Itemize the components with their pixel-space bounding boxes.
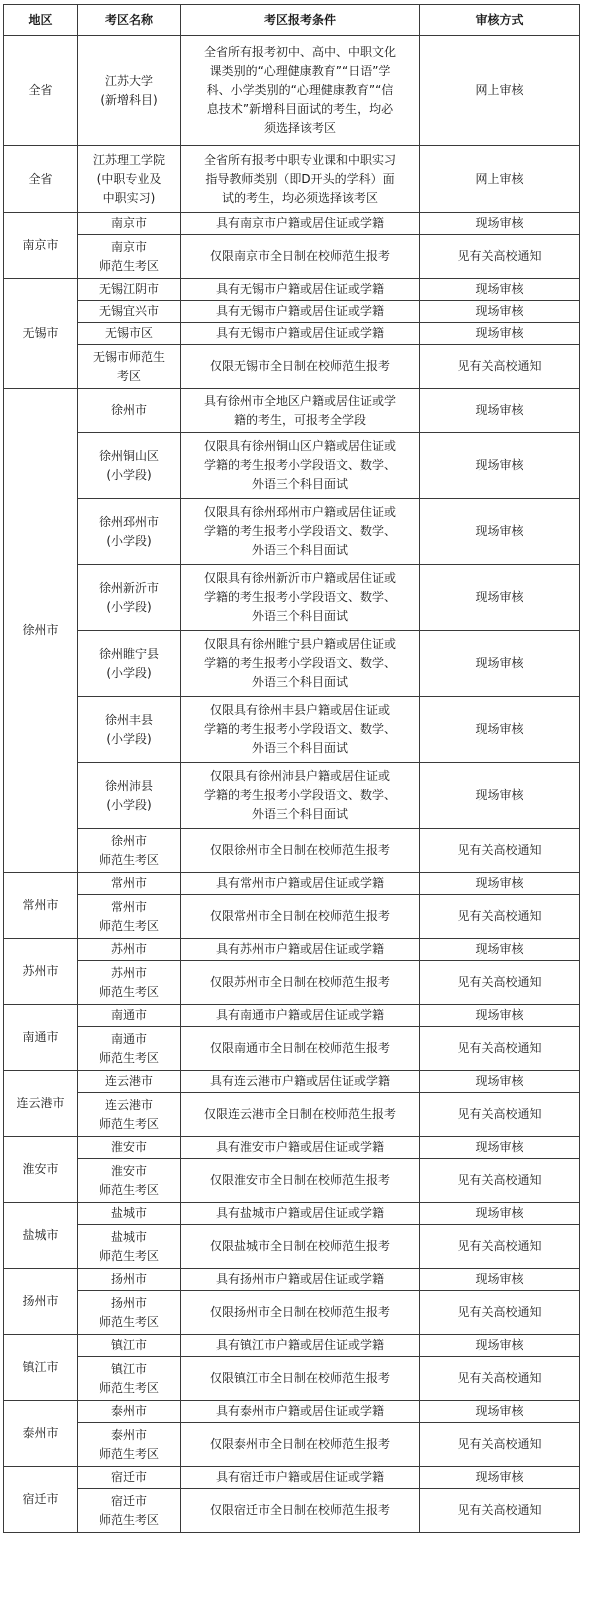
area-name-cell-line: 徐州市	[110, 403, 147, 417]
review-method-cell: 见有关高校通知	[420, 895, 580, 939]
table-row	[4, 1357, 580, 1401]
table-row	[4, 301, 580, 323]
conditions-cell	[181, 1225, 420, 1269]
conditions-cell	[181, 1159, 420, 1203]
conditions-cell-line: 具有苏州市户籍或居住证或学籍	[215, 942, 384, 956]
area-name-cell	[78, 873, 181, 895]
review-method-cell: 见有关高校通知	[420, 1291, 580, 1335]
conditions-cell-line: 学籍的考生报考小学段语文、数学、	[203, 722, 396, 736]
conditions-cell	[181, 961, 420, 1005]
region-cell: 南京市	[4, 213, 78, 279]
area-name-cell	[78, 1093, 181, 1137]
conditions-cell-line: 仅限扬州市全日制在校师范生报考	[209, 1305, 390, 1319]
area-name-cell-line: (小学段)	[106, 599, 152, 614]
area-name-cell-line: 徐州沛县	[104, 778, 153, 793]
review-method-cell: 现场审核	[420, 565, 580, 631]
area-name-cell-line: (小学段)	[106, 665, 152, 680]
area-name-cell	[78, 1159, 181, 1203]
area-name-cell	[78, 1225, 181, 1269]
table-row	[4, 235, 580, 279]
header-region: 地区	[4, 5, 78, 36]
area-name-cell	[78, 1489, 181, 1533]
table-row	[4, 1005, 580, 1027]
review-method-cell: 现场审核	[420, 1467, 580, 1489]
conditions-cell-line: 仅限南通市全日制在校师范生报考	[209, 1041, 390, 1055]
conditions-cell-line: 学籍的考生报考小学段语文、数学、	[203, 590, 396, 604]
review-method-cell: 见有关高校通知	[420, 1027, 580, 1071]
conditions-cell	[181, 939, 420, 961]
conditions-cell-line: 仅限连云港市全日制在校师范生报考	[203, 1107, 396, 1121]
conditions-cell-line: 具有宿迁市户籍或居住证或学籍	[215, 1470, 384, 1484]
review-method-cell: 现场审核	[420, 323, 580, 345]
area-name-cell	[78, 829, 181, 873]
region-cell: 泰州市	[4, 1401, 78, 1467]
conditions-cell	[181, 1005, 420, 1027]
conditions-cell-line: 具有无锡市户籍或居住证或学籍	[215, 326, 384, 340]
area-name-cell	[78, 301, 181, 323]
area-name-cell-line: 师范生考区	[98, 258, 159, 273]
area-name-cell-line: 师范生考区	[98, 1380, 159, 1395]
review-method-cell: 现场审核	[420, 389, 580, 433]
conditions-cell-line: 具有南通市户籍或居住证或学籍	[215, 1008, 384, 1022]
conditions-cell-line: 试的考生，均必须选择该考区	[221, 190, 378, 205]
review-method-cell: 网上审核	[420, 36, 580, 146]
conditions-cell-line: 外语三个科目面试	[251, 807, 348, 821]
region-cell: 扬州市	[4, 1269, 78, 1335]
area-name-cell-line: 扬州市	[110, 1272, 147, 1286]
conditions-cell-line: 全省所有报考中职专业课和中职实习	[203, 152, 396, 167]
header-row	[4, 5, 580, 36]
conditions-cell-line: 仅限具有徐州邳州市户籍或居住证或	[203, 505, 396, 519]
area-name-cell-line: 无锡市师范生	[92, 349, 165, 364]
area-name-cell-line: (小学段)	[106, 797, 152, 812]
review-method-cell: 见有关高校通知	[420, 1225, 580, 1269]
table-row	[4, 1489, 580, 1533]
table-row	[4, 565, 580, 631]
region-cell: 宿迁市	[4, 1467, 78, 1533]
area-name-cell	[78, 389, 181, 433]
area-name-cell-line: 无锡江阴市	[98, 282, 159, 296]
conditions-cell-line: 外语三个科目面试	[251, 609, 348, 623]
area-name-cell-line: (新增科目)	[100, 92, 158, 107]
area-name-cell	[78, 235, 181, 279]
conditions-cell-line: 具有盐城市户籍或居住证或学籍	[215, 1206, 384, 1220]
conditions-cell	[181, 146, 420, 213]
area-name-cell-line: 连云港市	[104, 1097, 153, 1112]
conditions-cell-line: 具有泰州市户籍或居住证或学籍	[215, 1404, 384, 1418]
conditions-cell-line: 仅限具有徐州新沂市户籍或居住证或	[203, 571, 396, 585]
conditions-cell-line: 息技术”新增科目面试的考生，均必	[206, 102, 394, 116]
review-method-cell: 现场审核	[420, 873, 580, 895]
conditions-cell	[181, 631, 420, 697]
area-name-cell-line: 苏州市	[110, 942, 147, 956]
area-name-cell	[78, 763, 181, 829]
area-name-cell-line: 连云港市	[104, 1074, 153, 1088]
region-cell: 盐城市	[4, 1203, 78, 1269]
conditions-cell	[181, 1027, 420, 1071]
conditions-cell-line: 具有常州市户籍或居住证或学籍	[215, 876, 384, 890]
conditions-cell-line: 外语三个科目面试	[251, 543, 348, 557]
area-name-cell-line: 南京市	[110, 239, 147, 254]
area-name-cell	[78, 1467, 181, 1489]
conditions-cell	[181, 1093, 420, 1137]
conditions-cell-line: 全省所有报考初中、高中、中职文化	[203, 45, 396, 59]
area-name-cell-line: 南通市	[110, 1008, 147, 1022]
area-name-cell-line: 常州市	[110, 899, 147, 914]
table-row	[4, 1071, 580, 1093]
review-method-cell: 见有关高校通知	[420, 235, 580, 279]
conditions-cell-line: 仅限具有徐州沛县户籍或居住证或	[209, 769, 390, 783]
conditions-cell	[181, 1137, 420, 1159]
area-name-cell-line: 徐州丰县	[104, 712, 153, 727]
conditions-cell-line: 仅限徐州市全日制在校师范生报考	[209, 843, 390, 857]
table-row	[4, 873, 580, 895]
area-name-cell-line: 宿迁市	[110, 1493, 147, 1508]
conditions-cell	[181, 389, 420, 433]
table-row	[4, 763, 580, 829]
review-method-cell: 见有关高校通知	[420, 829, 580, 873]
table-row	[4, 1027, 580, 1071]
review-method-cell: 现场审核	[420, 1137, 580, 1159]
area-name-cell	[78, 1269, 181, 1291]
conditions-cell	[181, 213, 420, 235]
table-row	[4, 1467, 580, 1489]
review-method-cell: 现场审核	[420, 697, 580, 763]
review-method-cell: 见有关高校通知	[420, 345, 580, 389]
area-name-cell	[78, 279, 181, 301]
conditions-cell-line: 仅限常州市全日制在校师范生报考	[209, 909, 390, 923]
area-name-cell	[78, 631, 181, 697]
area-name-cell	[78, 1071, 181, 1093]
table-row	[4, 961, 580, 1005]
area-name-cell	[78, 1335, 181, 1357]
conditions-cell-line: 具有镇江市户籍或居住证或学籍	[215, 1338, 384, 1352]
area-name-cell	[78, 433, 181, 499]
area-name-cell-line: 无锡宜兴市	[98, 304, 159, 318]
table-row	[4, 697, 580, 763]
conditions-cell	[181, 1467, 420, 1489]
area-name-cell-line: 宿迁市	[110, 1470, 147, 1484]
area-name-cell	[78, 1357, 181, 1401]
review-method-cell: 现场审核	[420, 279, 580, 301]
conditions-cell	[181, 1357, 420, 1401]
area-name-cell-line: 南通市	[110, 1031, 147, 1046]
area-name-cell-line: 师范生考区	[98, 984, 159, 999]
conditions-cell-line: 仅限无锡市全日制在校师范生报考	[209, 359, 390, 373]
table-row	[4, 499, 580, 565]
review-method-cell: 见有关高校通知	[420, 1093, 580, 1137]
area-name-cell-line: 徐州市	[110, 833, 147, 848]
area-name-cell-line: 江苏大学	[104, 73, 153, 88]
area-name-cell	[78, 1027, 181, 1071]
conditions-cell	[181, 301, 420, 323]
review-method-cell: 现场审核	[420, 1203, 580, 1225]
area-name-cell	[78, 961, 181, 1005]
area-name-cell	[78, 1137, 181, 1159]
region-cell: 全省	[4, 146, 78, 213]
conditions-cell-line: 仅限盐城市全日制在校师范生报考	[209, 1239, 390, 1253]
area-name-cell	[78, 213, 181, 235]
conditions-cell	[181, 829, 420, 873]
conditions-cell-line: 具有扬州市户籍或居住证或学籍	[215, 1272, 384, 1286]
area-name-cell	[78, 895, 181, 939]
area-name-cell-line: 师范生考区	[98, 1314, 159, 1329]
conditions-cell	[181, 345, 420, 389]
conditions-cell-line: 须选择该考区	[263, 121, 336, 135]
review-method-cell: 现场审核	[420, 213, 580, 235]
table-row	[4, 345, 580, 389]
table-row	[4, 146, 580, 213]
review-method-cell: 现场审核	[420, 1269, 580, 1291]
table-row	[4, 1335, 580, 1357]
area-name-cell-line: 师范生考区	[98, 1512, 159, 1527]
conditions-cell-line: 仅限镇江市全日制在校师范生报考	[209, 1371, 390, 1385]
conditions-cell	[181, 235, 420, 279]
conditions-cell	[181, 1401, 420, 1423]
area-name-cell-line: 师范生考区	[98, 1248, 159, 1263]
area-name-cell-line: 常州市	[110, 876, 147, 890]
review-method-cell: 见有关高校通知	[420, 1489, 580, 1533]
region-cell: 常州市	[4, 873, 78, 939]
review-method-cell: 现场审核	[420, 1335, 580, 1357]
area-name-cell-line: 盐城市	[110, 1206, 147, 1220]
conditions-cell-line: 仅限苏州市全日制在校师范生报考	[209, 975, 390, 989]
conditions-cell	[181, 499, 420, 565]
area-name-cell	[78, 323, 181, 345]
conditions-cell	[181, 36, 420, 146]
region-cell: 淮安市	[4, 1137, 78, 1203]
header-area-name: 考区名称	[78, 5, 181, 36]
area-name-cell	[78, 1005, 181, 1027]
review-method-cell: 现场审核	[420, 1005, 580, 1027]
area-name-cell	[78, 146, 181, 213]
table-row	[4, 433, 580, 499]
region-cell: 南通市	[4, 1005, 78, 1071]
table-row	[4, 1225, 580, 1269]
area-name-cell	[78, 697, 181, 763]
area-name-cell-line: (小学段)	[106, 467, 152, 482]
area-name-cell-line: 泰州市	[110, 1404, 147, 1418]
area-name-cell-line: 徐州铜山区	[98, 448, 159, 463]
table-row	[4, 939, 580, 961]
table-body	[4, 36, 580, 1533]
area-name-cell-line: 师范生考区	[98, 852, 159, 867]
table-row	[4, 279, 580, 301]
region-cell: 无锡市	[4, 279, 78, 389]
conditions-cell-line: 外语三个科目面试	[251, 741, 348, 755]
review-method-cell: 现场审核	[420, 1071, 580, 1093]
table-row	[4, 631, 580, 697]
area-name-cell	[78, 1291, 181, 1335]
area-name-cell	[78, 1423, 181, 1467]
conditions-cell	[181, 1335, 420, 1357]
table-row	[4, 1401, 580, 1423]
conditions-cell-line: 具有南京市户籍或居住证或学籍	[215, 216, 384, 230]
table-row	[4, 1093, 580, 1137]
area-name-cell	[78, 939, 181, 961]
conditions-cell-line: 籍的考生，可报考全学段	[233, 412, 366, 427]
conditions-cell	[181, 1269, 420, 1291]
conditions-cell-line: 外语三个科目面试	[251, 675, 348, 689]
review-method-cell: 现场审核	[420, 301, 580, 323]
area-name-cell	[78, 1203, 181, 1225]
conditions-cell	[181, 1203, 420, 1225]
area-name-cell	[78, 36, 181, 146]
conditions-cell-line: 仅限具有徐州睢宁县户籍或居住证或	[203, 637, 396, 651]
table-row	[4, 1159, 580, 1203]
conditions-cell-line: 指导教师类别（即D开头的学科）面	[205, 171, 395, 186]
conditions-cell-line: 具有连云港市户籍或居住证或学籍	[209, 1074, 390, 1088]
region-cell: 苏州市	[4, 939, 78, 1005]
area-name-cell	[78, 499, 181, 565]
area-name-cell-line: 泰州市	[110, 1427, 147, 1442]
area-name-cell-line: 师范生考区	[98, 918, 159, 933]
area-name-cell-line: (中职专业及	[96, 171, 162, 186]
review-method-cell: 见有关高校通知	[420, 1357, 580, 1401]
area-name-cell-line: 徐州睢宁县	[98, 646, 159, 661]
table-row	[4, 1203, 580, 1225]
review-method-cell: 现场审核	[420, 631, 580, 697]
conditions-cell-line: 具有淮安市户籍或居住证或学籍	[215, 1140, 384, 1154]
area-name-cell-line: 考区	[116, 368, 141, 383]
conditions-cell-line: 仅限具有徐州丰县户籍或居住证或	[209, 703, 390, 717]
table-row	[4, 213, 580, 235]
area-name-cell-line: 镇江市	[110, 1338, 147, 1352]
table-row	[4, 1137, 580, 1159]
table-row	[4, 323, 580, 345]
review-method-cell: 现场审核	[420, 939, 580, 961]
conditions-cell-line: 具有无锡市户籍或居住证或学籍	[215, 304, 384, 318]
review-method-cell: 现场审核	[420, 763, 580, 829]
conditions-cell	[181, 895, 420, 939]
table-row	[4, 1269, 580, 1291]
conditions-cell	[181, 697, 420, 763]
header-conditions: 考区报考条件	[181, 5, 420, 36]
conditions-cell-line: 仅限淮安市全日制在校师范生报考	[209, 1173, 390, 1187]
area-name-cell-line: 南京市	[110, 216, 147, 230]
area-name-cell-line: 师范生考区	[98, 1116, 159, 1131]
region-cell: 徐州市	[4, 389, 78, 873]
area-name-cell-line: 无锡市区	[104, 326, 153, 340]
table-row	[4, 389, 580, 433]
conditions-cell-line: 学籍的考生报考小学段语文、数学、	[203, 524, 396, 538]
area-name-cell-line: 师范生考区	[98, 1050, 159, 1065]
conditions-cell	[181, 1071, 420, 1093]
review-method-cell: 现场审核	[420, 433, 580, 499]
conditions-cell-line: 外语三个科目面试	[251, 477, 348, 491]
area-name-cell-line: 师范生考区	[98, 1182, 159, 1197]
region-cell: 连云港市	[4, 1071, 78, 1137]
review-method-cell: 见有关高校通知	[420, 1423, 580, 1467]
conditions-cell-line: 具有无锡市户籍或居住证或学籍	[215, 282, 384, 296]
region-cell: 镇江市	[4, 1335, 78, 1401]
conditions-cell-line: 学籍的考生报考小学段语文、数学、	[203, 788, 396, 802]
conditions-cell	[181, 1489, 420, 1533]
area-name-cell-line: 苏州市	[110, 965, 147, 980]
conditions-cell	[181, 323, 420, 345]
area-name-cell-line: 师范生考区	[98, 1446, 159, 1461]
area-name-cell-line: 镇江市	[110, 1361, 147, 1376]
area-name-cell-line: 淮安市	[110, 1140, 147, 1154]
area-name-cell	[78, 1401, 181, 1423]
table-row	[4, 1291, 580, 1335]
table-row	[4, 1423, 580, 1467]
area-name-cell	[78, 345, 181, 389]
exam-area-table	[3, 4, 580, 1533]
header-review-method: 审核方式	[420, 5, 580, 36]
conditions-cell-line: 学籍的考生报考小学段语文、数学、	[203, 458, 396, 472]
area-name-cell-line: (小学段)	[106, 533, 152, 548]
area-name-cell-line: 扬州市	[110, 1295, 147, 1310]
table-row	[4, 36, 580, 146]
review-method-cell: 见有关高校通知	[420, 1159, 580, 1203]
conditions-cell-line: 仅限宿迁市全日制在校师范生报考	[209, 1503, 390, 1517]
review-method-cell: 网上审核	[420, 146, 580, 213]
conditions-cell	[181, 1291, 420, 1335]
review-method-cell: 见有关高校通知	[420, 961, 580, 1005]
area-name-cell-line: 盐城市	[110, 1229, 147, 1244]
conditions-cell-line: 仅限南京市全日制在校师范生报考	[209, 249, 390, 263]
conditions-cell-line: 科、小学类别的“心理健康教育”“信	[206, 83, 394, 97]
table-row	[4, 829, 580, 873]
conditions-cell	[181, 279, 420, 301]
conditions-cell	[181, 1423, 420, 1467]
review-method-cell: 现场审核	[420, 499, 580, 565]
conditions-cell	[181, 763, 420, 829]
area-name-cell-line: (小学段)	[106, 731, 152, 746]
area-name-cell-line: 徐州新沂市	[98, 580, 159, 595]
area-name-cell	[78, 565, 181, 631]
area-name-cell-line: 江苏理工学院	[92, 152, 165, 167]
conditions-cell-line: 仅限具有徐州铜山区户籍或居住证或	[203, 439, 396, 453]
review-method-cell: 现场审核	[420, 1401, 580, 1423]
conditions-cell	[181, 433, 420, 499]
region-cell: 全省	[4, 36, 78, 146]
table-row	[4, 895, 580, 939]
conditions-cell	[181, 565, 420, 631]
conditions-cell-line: 仅限泰州市全日制在校师范生报考	[209, 1437, 390, 1451]
conditions-cell-line: 课类别的“心理健康教育”“日语”学	[209, 64, 391, 78]
conditions-cell-line: 具有徐州市全地区户籍或居住证或学	[203, 393, 396, 408]
conditions-cell-line: 学籍的考生报考小学段语文、数学、	[203, 656, 396, 670]
area-name-cell-line: 徐州邳州市	[98, 514, 159, 529]
area-name-cell-line: 中职实习)	[102, 190, 156, 205]
conditions-cell	[181, 873, 420, 895]
area-name-cell-line: 淮安市	[110, 1163, 147, 1178]
